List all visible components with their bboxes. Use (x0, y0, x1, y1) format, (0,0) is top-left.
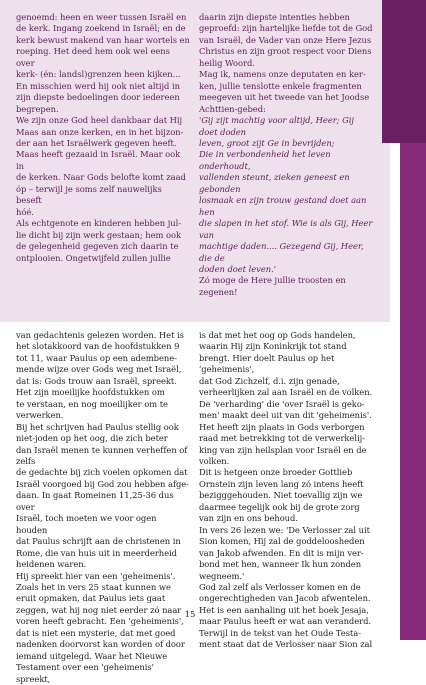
text-line: raad met betrekking tot de verwerkelij- (199, 433, 365, 444)
text-line: niet-joden op het oog, die zich beter (16, 433, 168, 444)
body-column-left (16, 330, 190, 685)
text-line: men' maakt deel uit van dit 'geheimenis'. (199, 410, 372, 421)
text-line: Zó moge de Here jullie troosten en (199, 275, 346, 286)
text-line: roeping. Het deed hem ook wel eens over (16, 46, 170, 68)
text-line: zegenen! (199, 286, 238, 297)
text-line: van zijn en ons behoud. (199, 513, 298, 524)
text-line: dat Paulus schrijft aan de christenen in (16, 536, 181, 547)
text-line: waarin Hij zijn Koninkrijk tot stand (199, 341, 347, 352)
text-line: nadenken doorvorst kan worden of door (16, 639, 185, 650)
text-line: maar Paulus heeft er wat aan veranderd. (199, 616, 372, 627)
text-line: de gelegenheid gegeven zich daarin te (16, 241, 179, 252)
text-line: God zal zelf als Verlosser komen en de (199, 581, 361, 592)
text-line: Achttien-gebed: (199, 103, 266, 114)
text-line: heidenen waren. (16, 559, 87, 570)
text-line: doden doet leven.' (199, 263, 276, 274)
text-line: Maas aan onze kerken, en in het bijzon- (16, 126, 184, 137)
text-line: genoemd: heen en weer tussen Israël en (16, 12, 187, 22)
text-line: ken, jullie tenslotte enkele fragmenten (199, 80, 362, 91)
text-line: óp – terwijl je soms zelf nauwelijks beseft (16, 183, 162, 206)
text-line: Testament over een 'geheimenis' spreekt, (16, 662, 154, 684)
box-right-intro (199, 12, 375, 115)
text-line: ongerechtigheden van Jacob afwentelen. (199, 593, 371, 604)
text-line: kerk- (én: landsl)grenzen heen kijken... (16, 69, 181, 80)
text-line: hóé. (16, 206, 34, 217)
text-line: We zijn onze God heel dankbaar dat Hij (16, 115, 183, 126)
text-line: Het zijn moeilijke hoofdstukken om (16, 387, 165, 398)
text-line: Mag ik, namens onze deputaten en ker- (199, 69, 366, 80)
text-line: de kerk. Ingang zoekend in Israël; en de (16, 23, 186, 34)
text-line: lie dicht bij zijn werk gestaan; hem ook (16, 229, 181, 240)
text-line: dat God Zichzelf, d.i. zijn genade, (199, 375, 340, 386)
text-line: Die in verbondenheid het leven onderhoudt, (199, 149, 331, 171)
text-line: verheerlijken zal aan Israël en de volken. (199, 387, 373, 398)
text-line: Bij het schrijven had Paulus stellig ook (16, 421, 179, 432)
text-line: de kerken. Naar Gods belofte komt zaad (16, 172, 186, 183)
text-line: begrepen. (16, 103, 59, 114)
text-line: zeggen, wat hij nog niet eerder zó naar (16, 604, 182, 615)
text-line: bond met hen, wanneer Ik hun zonden (199, 559, 362, 570)
text-line: Israël voorgoed bij God zou hebben afge- (16, 478, 189, 489)
prayer-quote (199, 115, 375, 275)
text-line: machtige daden.... Gezegend Gij, Heer, die de (199, 241, 364, 263)
text-line: Sion komen, Hij zal de goddeloosheden (199, 536, 365, 547)
text-line: van gedachtenis gelezen worden. Het is (16, 330, 184, 340)
text-line: Hij spreekt hier van een 'geheimenis'. (16, 570, 176, 581)
text-line: dat is niet een mysterie, dat met goed (16, 627, 176, 638)
text-line: brengt. Hier doelt Paulus op het 'geheimenis', (199, 352, 335, 375)
text-line: kerk bewust makend van haar wortels en (16, 34, 190, 45)
text-line: Als echtgenote en kinderen hebben jul- (16, 218, 182, 229)
box-right-closing (199, 275, 375, 298)
text-line: leven, groot zijt Ge in bevrijden; (199, 137, 335, 148)
text-line: Rome, die van huis uit in meerderheid (16, 547, 177, 558)
text-line: bezigggehouden. Niet toevallig zijn we (199, 490, 363, 501)
text-line: is dat met het oog op Gods handelen, (199, 330, 356, 340)
text-line: zijn diepste bedoelingen door iedereen (16, 92, 180, 103)
text-line: In vers 26 lezen we: 'De Verlosser zal uit (199, 524, 370, 535)
text-line: eruit opmaken, dat Paulus iets gaat (16, 593, 166, 604)
text-line: iemand uitgelegd. Waar het Nieuwe (16, 650, 168, 661)
text-line: daarin zijn diepste intenties hebben (199, 12, 350, 22)
text-line: Christus en zijn groot respect voor Diens (199, 46, 372, 57)
text-line: van Israël, de Vader van onze Here Jezus (199, 34, 372, 45)
text-line: geproefd: zijn hartelijke liefde tot de God (199, 23, 373, 34)
text-line: dan Israël menen te kunnen verheffen of zelfs (16, 444, 188, 466)
text-line: meegeven uit het tweede van het Joodse (199, 92, 370, 103)
text-line: mende wijze over Gods weg met Israël, (16, 364, 182, 375)
text-line: volken. (199, 455, 230, 466)
body-column-right (199, 330, 375, 651)
text-line: verwerken. (16, 410, 64, 421)
text-line: Ornstein zijn leven lang zó intens heeft (199, 478, 364, 489)
text-line: king van zijn heilsplan voor Israël en de (199, 444, 367, 455)
text-line: tot 11, waar Paulus op een adembene- (16, 352, 177, 363)
text-line: Maas heeft gezaaid in Israël. Maar ook in (16, 149, 181, 171)
text-line: ment staat dat de Verlosser naar Sion zal (199, 639, 373, 650)
text-line: daan. In gaat Romeinen 11,25-36 dus over (16, 490, 174, 512)
text-line: Dit is hetgeen onze broeder Gottlieb (199, 467, 353, 478)
text-line: losmaak en zijn trouw gestand doet aan hen (199, 195, 367, 217)
text-line: Terwijl in de tekst van het Oude Testa- (199, 627, 361, 638)
text-line: Het is een aanhaling uit het boek Jesaja, (199, 604, 369, 615)
text-line: De 'verharding' die 'over Israël is geko- (199, 398, 365, 409)
text-line: ontplooien. Ongetwijfeld zullen jullie (16, 252, 171, 263)
text-line: der aan het Israëlwerk gegeven heeft. (16, 137, 177, 148)
text-line: wegneem.' (199, 570, 245, 581)
text-line: die slapen in het stof. Wie is als Gij, Heer van (199, 218, 373, 240)
text-line: voren heeft gebracht. Een 'geheimenis', (16, 616, 184, 627)
text-line: heilig Woord. (199, 57, 255, 68)
text-line: 'Gij zijt machtig voor altijd, Heer; Gij doet doden (199, 115, 354, 137)
text-line: Israël, toch moeten we voor ogen houden (16, 513, 157, 535)
box-column-left (16, 12, 190, 264)
text-line: dat is: Gods trouw aan Israël, spreekt. (16, 375, 177, 386)
text-line: Zoals het in vers 25 staat kunnen we (16, 581, 171, 592)
text-line: van Jakob afwenden. En dit is mijn ver- (199, 547, 364, 558)
side-accent-tab (382, 0, 426, 143)
page-number: 15 (184, 609, 196, 619)
text-line: het slotakkoord van de hoofdstukken 9 (16, 341, 180, 352)
text-line: Het heeft zijn plaats in Gods verborgen (199, 421, 365, 432)
text-line: vallenden steunt, zieken geneest en gebonden (199, 172, 350, 194)
text-line: daarmee tegelijk ook bij de grote zorg (199, 501, 360, 512)
text-line: de gedachte bij zich voelen opkomen dat (16, 467, 188, 478)
text-line: te verstaan, en nog moeilijker om te (16, 398, 168, 409)
box-column-right (199, 12, 375, 298)
text-line: En misschien werd hij ook niet altijd in (16, 80, 180, 91)
